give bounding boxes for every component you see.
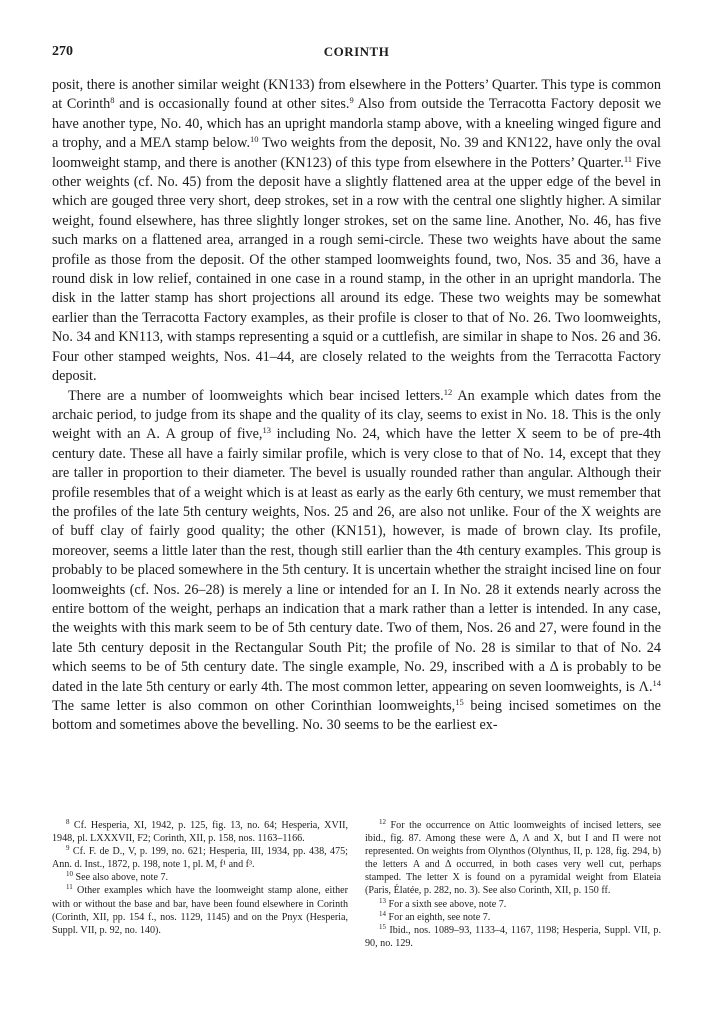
footnote-text: For the occurrence on Attic loomweights of incised letters, see ibid., fig. 87. Among these were Δ, Λ and Χ, but Ι and Π were not represented. On weights from Olynthos (Olynthus, II, p. 128, fig. 294, b) the letters Α and Δ occurred, in both cases very well cut, perhaps stamped. The letter Χ is found on a pyramidal weight from Elateia (Paris, Élatée, p. 282, no. 3). See also Corinth, XII, p. 150 ff. (365, 820, 661, 897)
footnote (365, 924, 661, 950)
text-run: An example which dates from the archaic period, to judge from its shape and the quality of its clay, seems to exist in No. 18. This is the only weight with an Α. A group of five, (52, 387, 661, 443)
footnote-text: See also above, note 7. (75, 872, 169, 884)
paragraph-1 (52, 76, 661, 387)
footnote-text: For an eighth, see note 7. (388, 911, 491, 923)
footnote-number: 12 (379, 818, 386, 826)
page-header (52, 44, 661, 64)
footnote (52, 884, 348, 936)
footnote-number: 14 (379, 909, 386, 918)
footnote (52, 819, 348, 845)
footnote-text: Cf. Hesperia, XI, 1942, p. 125, fig. 13, no. 64; Hesperia, XVII, 1948, pl. LXXXVII, F2; Corinth, XII, p. 158, nos. 1163–1166. (52, 820, 348, 845)
footnotes-left-column (52, 819, 348, 937)
footnote-ref: 13 (262, 425, 271, 436)
footnote-ref: 8 (110, 95, 115, 106)
text-run: Also from outside the Terracotta Factory deposit we have another type, No. 40, which has an upright mandorla stamp above, with a kneeling winged figure and a trophy, and a ΜΕΛ stamp below. (52, 96, 661, 152)
footnote-number: 15 (379, 922, 386, 931)
footnote-number: 9 (66, 844, 70, 853)
text-run: Five other weights (cf. No. 45) from the deposit have a slightly flattened area at the upper edge of the bevel in which are gouged three very short, deep strokes, set in a row with the central one slightly higher. A similar weight, found elsewhere, has three slightly longer strokes, set on the same line. Another, No. 46, has five such marks on a flattened area, arranged in a rough semi-circle. These two weights have about the same profile as those from the deposit. Of the other stamped loomweights found, two, Nos. 35 and 36, have a round disk in low relief, contained in one case in a round stamp, in the other in an upright mandorla. The disk in the latter stamp has short projections all around its edge. These two weights may be somewhat earlier than the Terracotta Factory examples, as their profile is closer to that of No. 26. Two loomweights, No. 34 and KN113, with stamps representing a squid or a cuttlefish, are similar in shape to Nos. 26 and 36. Four other stamped weights, Nos. 41–44, are closely related to the weights from the Terracotta Factory deposit. (52, 154, 661, 385)
text-run: and is occasionally found at other sites. (114, 96, 350, 113)
running-head: CORINTH (323, 44, 390, 59)
text-run: Two weights from the deposit, No. 39 and KN122, have only the oval loomweight stamp, and there is another (KN123) of this type from elsewhere in the Potters’ Quarter. (52, 135, 661, 171)
footnote (52, 871, 348, 884)
footnotes-right-column (365, 819, 661, 950)
footnote-ref: 14 (652, 677, 661, 688)
footnote-number: 11 (66, 883, 73, 892)
footnote-ref: 15 (455, 697, 464, 707)
footnote-ref: 12 (443, 386, 453, 397)
footnotes (52, 819, 661, 999)
footnote (365, 819, 661, 898)
text-run: including No. 24, which have the letter Χ seem to be of pre-4th century date. These all have a fairly similar profile, which is very close to that of No. 14, except that they are taller in proportion to their diameter. The bevel is usually rounded rather than angular. Although their profile resembles that of a weight which is at least as early as the early 6th century, we must remember that the profiles of the late 5th century weights, Nos. 25 and 26, are also not unlike. Four of the Χ weights are of buff clay of fairly good quality; the other (KN151), however, is made of brown clay. Its profile, moreover, seems a little later than the rest, though still earlier than the 4th century examples. This group is probably to be placed somewhere in the 5th century. It is uncertain whether the straight incised line on four loomweights (cf. Nos. 26–28) is merely a line or intended for an Ι. In No. 28 it extends nearly across the entire bottom of the weight, perhaps an indication that a mark rather than a letter is intended. In any case, the weights with this mark seem to be of 5th century date. Two of them, Nos. 26 and 27, were found in the late 5th century deposit in the Rectangular South Pit; the profile of No. 28 is similar to that of No. 24 which seems to be of 5th century date. The single example, No. 29, inscribed with a Δ is probably to be dated in the late 5th century or early 4th. The most common letter, appearing on seven loomweights, is Λ. (52, 426, 661, 695)
text-run: posit, there is another similar weight (KN133) from elsewhere in the Potters’ Quarter. This type is common at Corinth (52, 77, 661, 113)
footnote-ref: 11 (623, 153, 633, 164)
footnote-number: 10 (66, 870, 73, 879)
text-run: The same letter is also common on other Corinthian loomweights, (52, 698, 456, 714)
main-text (52, 76, 661, 736)
footnote (365, 911, 661, 924)
footnote-text: For a sixth see above, note 7. (388, 898, 507, 910)
page-number: 270 (52, 44, 73, 59)
footnote-number: 13 (379, 896, 386, 905)
footnote (365, 898, 661, 911)
footnote-text: Cf. F. de D., V, p. 199, no. 621; Hesperia, III, 1934, pp. 438, 475; Ann. d. Inst., 1872, p. 198, note 1, pl. M, f¹ and f³. (52, 846, 348, 871)
footnote-number: 8 (66, 818, 70, 826)
footnote-text: Ibid., nos. 1089–93, 1133–4, 1167, 1198; Hesperia, Suppl. VII, p. 90, no. 129. (365, 924, 661, 949)
footnote-ref: 10 (250, 134, 259, 145)
footnote-ref: 9 (349, 95, 354, 106)
text-run: There are a number of loomweights which bear incised letters. (68, 387, 444, 404)
footnote (52, 845, 348, 871)
footnote-text: Other examples which have the loomweight stamp alone, either with or without the base and bar, have been found elsewhere in Corinth (Corinth, XII, pp. 154 f., nos. 1129, 1145) and on the Pnyx (Hesperia, Suppl. VII, p. 92, no. 140). (52, 885, 349, 936)
paragraph-2 (52, 387, 661, 736)
text-run: being incised sometimes on the bottom and sometimes above the bevelling. No. 30 seems to be the earliest ex- (52, 698, 661, 734)
